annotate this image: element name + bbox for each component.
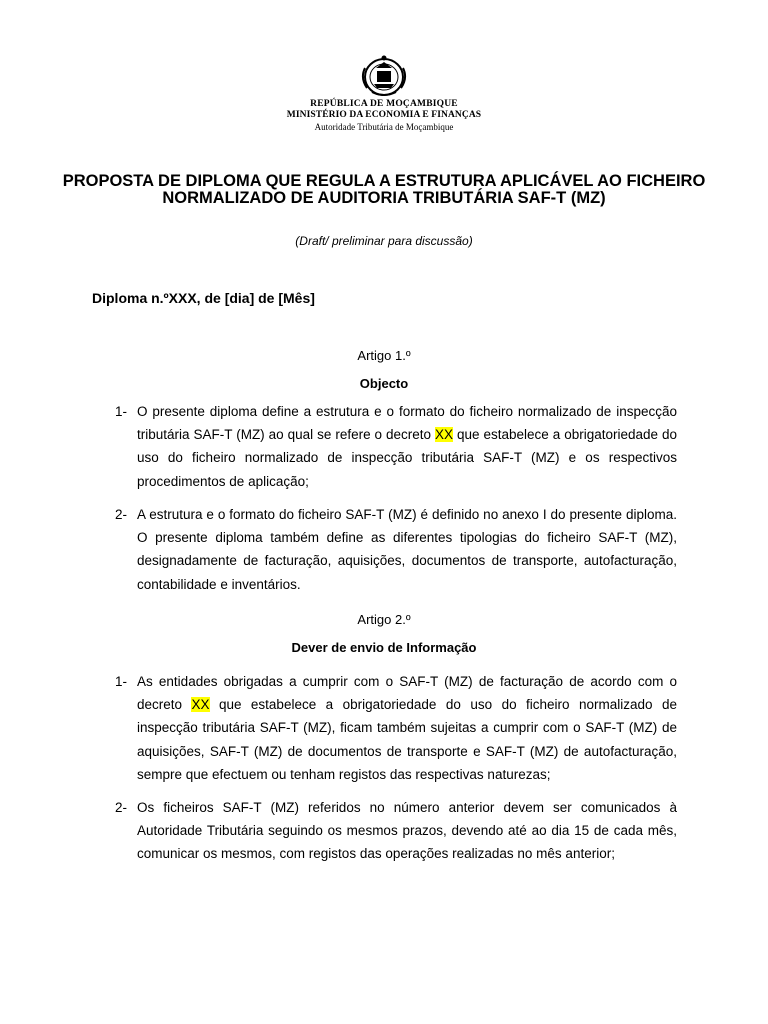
item-text-part: que estabelece a obrigatoriedade do uso do ficheiro normalizado de inspecção tributária SAF-T (MZ) e os respectivos procedimentos de aplicação;	[137, 427, 678, 489]
item-number: 1-	[115, 404, 128, 419]
document-title: PROPOSTA DE DIPLOMA QUE REGULA A ESTRUTURA APLICÁVEL AO FICHEIRO NORMALIZADO DE AUDITORIA TRIBUTÁRIA SAF-T (MZ)	[62, 172, 706, 207]
mozambique-emblem-icon	[358, 54, 410, 98]
item-text: A estrutura e o formato do ficheiro SAF-T (MZ) é definido no anexo I do presente diploma. O presente diploma também define as diferentes tipologias do ficheiro SAF-T (MZ), designadamente de facturação, aquisições, documentos de transporte, autofacturação, contabilidade e inventários.	[137, 507, 677, 592]
item-number: 1-	[115, 674, 128, 689]
highlighted-placeholder: XX	[435, 427, 454, 443]
item-text: Os ficheiros SAF-T (MZ) referidos no número anterior devem ser comunicados à Autoridade Tributária seguindo os mesmos prazos, devendo até ao dia 15 de cada mês, comunicar os mesmos, com registos das operações realizadas no mês anterior;	[137, 800, 677, 862]
article-1-item-1	[115, 400, 677, 493]
letterhead-country: REPÚBLICA DE MOÇAMBIQUE	[310, 99, 458, 109]
article-1-title: Objecto	[359, 376, 409, 391]
article-1-label: Artigo 1.º	[357, 348, 411, 363]
item-text	[137, 670, 677, 786]
item-text	[137, 400, 677, 493]
letterhead-ministry: MINISTÉRIO DA ECONOMIA E FINANÇAS	[286, 110, 482, 120]
item-number: 2-	[115, 507, 128, 522]
item-text-part: As entidades obrigadas a cumprir com o SAF-T (MZ) de facturação de acordo com o decreto	[137, 674, 677, 713]
item-text-part: O presente diploma define a estrutura e o formato do ficheiro normalizado de inspecção tributária SAF-T (MZ) ao qual se refere o decreto	[137, 404, 677, 443]
item-number: 2-	[115, 800, 128, 815]
highlighted-placeholder: XX	[191, 697, 210, 713]
item-text-part: que estabelece a obrigatoriedade do uso do ficheiro normalizado de inspecção tributária SAF-T (MZ), ficam também sujeitas a cumprir com o SAF-T (MZ) de aquisições, SAF-T (MZ) de documentos de transporte e SAF-T (MZ) de autofacturação, sempre que efectuem ou tenham registos das respectivas naturezas;	[137, 697, 678, 782]
article-1-item-2	[115, 503, 677, 596]
article-2-item-1	[115, 670, 677, 786]
article-2-title: Dever de envio de Informação	[291, 640, 477, 655]
letterhead-authority: Autoridade Tributária de Moçambique	[314, 122, 454, 132]
diploma-heading: Diploma n.ºXXX, de [dia] de [Mês]	[92, 290, 315, 306]
document-subtitle: (Draft/ preliminar para discussão)	[295, 234, 473, 248]
article-2-label: Artigo 2.º	[357, 612, 411, 627]
article-2-item-2	[115, 796, 677, 866]
